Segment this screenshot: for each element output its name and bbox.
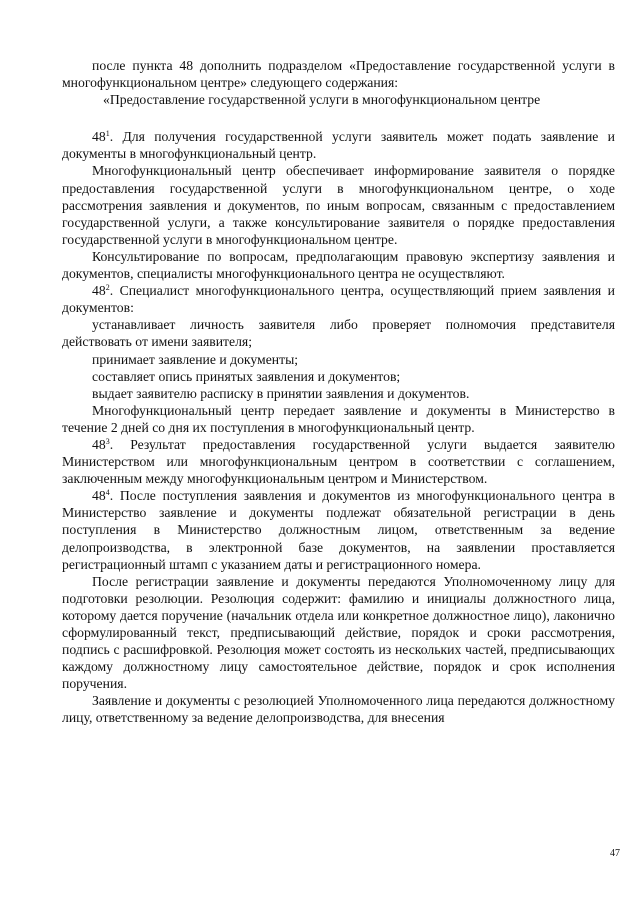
clause-text: После поступления заявления и документов из многофункционального центра в Министерство заявление и документы подлежат обязательной регистрации в день поступления в Министерство должностным лицом, ответственным за ведение делопроизводства, в электронной базе документов, на заявлении проставляется регистрационный штамп с указанием даты и регистрационного номера. bbox=[62, 488, 615, 572]
list-item: устанавливает личность заявителя либо проверяет полномочия представителя действовать от имени заявителя; bbox=[62, 317, 615, 350]
clause-48-1: $48^1$. Для получения государственной услуги заявитель может подать заявление и документы в многофункциональный центр. bbox=[62, 129, 615, 162]
paragraph: После регистрации заявление и документы передаются Уполномоченному лицу для подготовки резолюции. Резолюция содержит: фамилию и инициалы должностного лица, которому дается поручение (начальник отдела или конкретное должностное лицо), лаконично сформулированный текст, предписывающий действие, порядок и сроки рассмотрения, подпись с расшифровкой. Резолюция может состоять из нескольких частей, предписывающих каждому должностному лицу самостоятельное действие, порядок и срок исполнения поручения. bbox=[62, 573, 615, 692]
clause-48-4: $48^4$. После поступления заявления и документов из многофункционального центра в Министерство заявление и документы подлежат обязательной регистрации в день поступления в Министерство должностным лицом, ответственным за ведение делопроизводства, в электронной базе документов, на заявлении проставляется регистрационный штамп с указанием даты и регистрационного номера. bbox=[62, 488, 615, 572]
clause-48-2: $48^2$. Специалист многофункционального центра, осуществляющий прием заявления и документов: bbox=[62, 283, 616, 316]
paragraph: Заявление и документы с резолюцией Уполномоченного лица передаются должностному лицу, ответственному за ведение делопроизводства, для внесения bbox=[62, 693, 615, 726]
clause-number: 48 bbox=[92, 283, 106, 299]
clause-48-3: $48^3$. Результат предоставления государственной услуги выдается заявителю Министерством или многофункциональным центром в соответствии с соглашением, заключенным между многофункциональным центром и Министерством. bbox=[62, 436, 615, 487]
intro-paragraph: после пункта 48 дополнить подразделом «Предоставление государственной услуги в многофункциональном центре» следующего содержания: bbox=[62, 58, 615, 91]
clause-number: 48 bbox=[92, 488, 106, 504]
clause-text: Для получения государственной услуги заявитель может подать заявление и документы в многофункциональный центр. bbox=[62, 129, 615, 162]
paragraph: Многофункциональный центр передает заявление и документы в Министерство в течение 2 дней со дня их поступления в многофункциональный центр. bbox=[62, 402, 615, 435]
subsection-heading: «Предоставление государственной услуги в многофункциональном центре bbox=[103, 92, 541, 108]
list-item: выдает заявителю расписку в принятии заявления и документов. bbox=[92, 385, 470, 401]
paragraph: Многофункциональный центр обеспечивает информирование заявителя о порядке предоставления государственной услуги в многофункциональном центре, о ходе рассмотрения заявления и документов, по иным вопросам, связанным с предоставлением государственной услуги, а также консультирование заявителя о порядке предоставления государственной услуги в многофункциональном центре. bbox=[62, 163, 615, 247]
page-number: 47 bbox=[610, 848, 620, 859]
clause-number: 48 bbox=[92, 436, 106, 452]
list-item: принимает заявление и документы; bbox=[92, 351, 299, 367]
clause-superscript: 1 bbox=[105, 129, 110, 139]
paragraph: Консультирование по вопросам, предполагающим правовую экспертизу заявления и документов, специалисты многофункционального центра не осуществляют. bbox=[62, 248, 615, 282]
clause-number: 48 bbox=[92, 129, 106, 145]
clause-superscript: 2 bbox=[105, 283, 110, 293]
clause-text: Результат предоставления государственной услуги выдается заявителю Министерством или многофункциональным центром в соответствии с соглашением, заключенным между многофункциональным центром и Министерством. bbox=[62, 436, 615, 487]
document-body bbox=[62, 57, 615, 727]
list-item: составляет опись принятых заявления и документов; bbox=[92, 368, 401, 384]
clause-superscript: 4 bbox=[105, 488, 110, 498]
blank-line bbox=[62, 108, 615, 127]
clause-text: Специалист многофункционального центра, осуществляющий прием заявления и документов: bbox=[62, 283, 616, 316]
clause-superscript: 3 bbox=[105, 436, 110, 446]
